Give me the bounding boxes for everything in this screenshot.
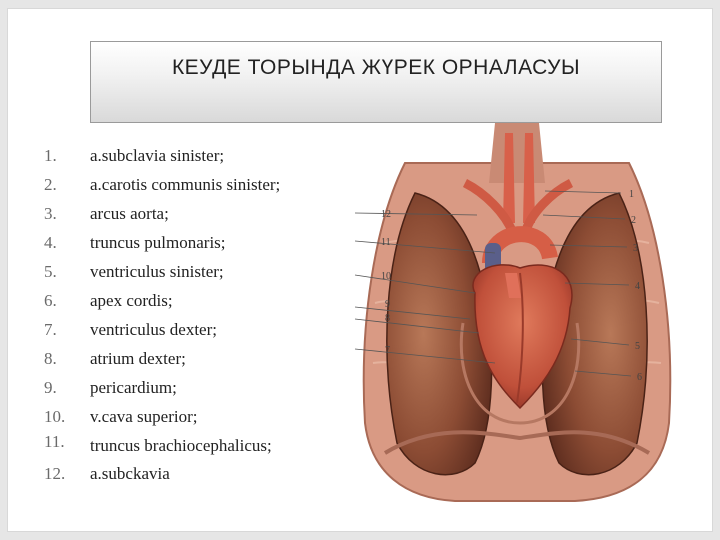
list-item xyxy=(44,373,344,402)
slide-title: КЕУДЕ ТОРЫНДА ЖҮРЕК ОРНАЛАСУЫ xyxy=(171,56,581,79)
list-number: 1. xyxy=(44,146,57,165)
figure-label: 6 xyxy=(637,372,642,383)
list-item xyxy=(44,228,344,257)
list-number: 4. xyxy=(44,233,57,252)
figure-label: 11 xyxy=(381,237,391,248)
list-text: apex cordis; xyxy=(90,291,173,310)
list-item xyxy=(44,286,344,315)
slide xyxy=(8,9,712,531)
list-item xyxy=(44,257,344,286)
figure-label: 2 xyxy=(631,215,636,226)
list-text: a.subckavia xyxy=(90,464,170,483)
figure-label: 1 xyxy=(629,189,634,200)
list-number: 6. xyxy=(44,291,57,310)
title-box xyxy=(90,41,662,123)
list-number: 8. xyxy=(44,349,57,368)
anatomy-drawing xyxy=(345,123,689,507)
figure-label: 3 xyxy=(633,243,638,254)
list-number: 12. xyxy=(44,464,66,483)
list-text: ventriculus dexter; xyxy=(90,320,217,339)
list-text: arcus aorta; xyxy=(90,204,169,223)
list-item xyxy=(44,459,344,488)
list-text: pericardium; xyxy=(90,378,177,397)
list-text: a.carotis communis sinister; xyxy=(90,175,281,194)
list-item xyxy=(44,431,344,459)
list-item xyxy=(44,344,344,373)
list-text: truncus brachiocephalicus; xyxy=(90,436,272,455)
list-number: 10. xyxy=(44,407,66,426)
list-number: 5. xyxy=(44,262,57,281)
figure-label: 5 xyxy=(635,341,640,352)
structure-list xyxy=(44,141,344,488)
figure-label: 12 xyxy=(381,209,391,220)
list-item xyxy=(44,170,344,199)
list-text: truncus pulmonaris; xyxy=(90,233,226,252)
list-number: 3. xyxy=(44,204,57,223)
list-text: ventriculus sinister; xyxy=(90,262,224,281)
list-item xyxy=(44,199,344,228)
list-text: v.cava superior; xyxy=(90,407,198,426)
figure-label: 9 xyxy=(385,299,390,310)
list-item xyxy=(44,315,344,344)
list-text: atrium dexter; xyxy=(90,349,186,368)
figure-label: 10 xyxy=(381,271,391,282)
list-text: a.subclavia sinister; xyxy=(90,146,225,165)
list-number: 9. xyxy=(44,378,57,397)
figure-label: 8 xyxy=(385,313,390,324)
figure-label: 7 xyxy=(385,345,390,356)
figure-label: 4 xyxy=(635,281,640,292)
heart-anatomy-illustration xyxy=(345,123,689,507)
list-number: 11. xyxy=(44,432,65,451)
list-number: 7. xyxy=(44,320,57,339)
list-number: 2. xyxy=(44,175,57,194)
list-item xyxy=(44,141,344,170)
